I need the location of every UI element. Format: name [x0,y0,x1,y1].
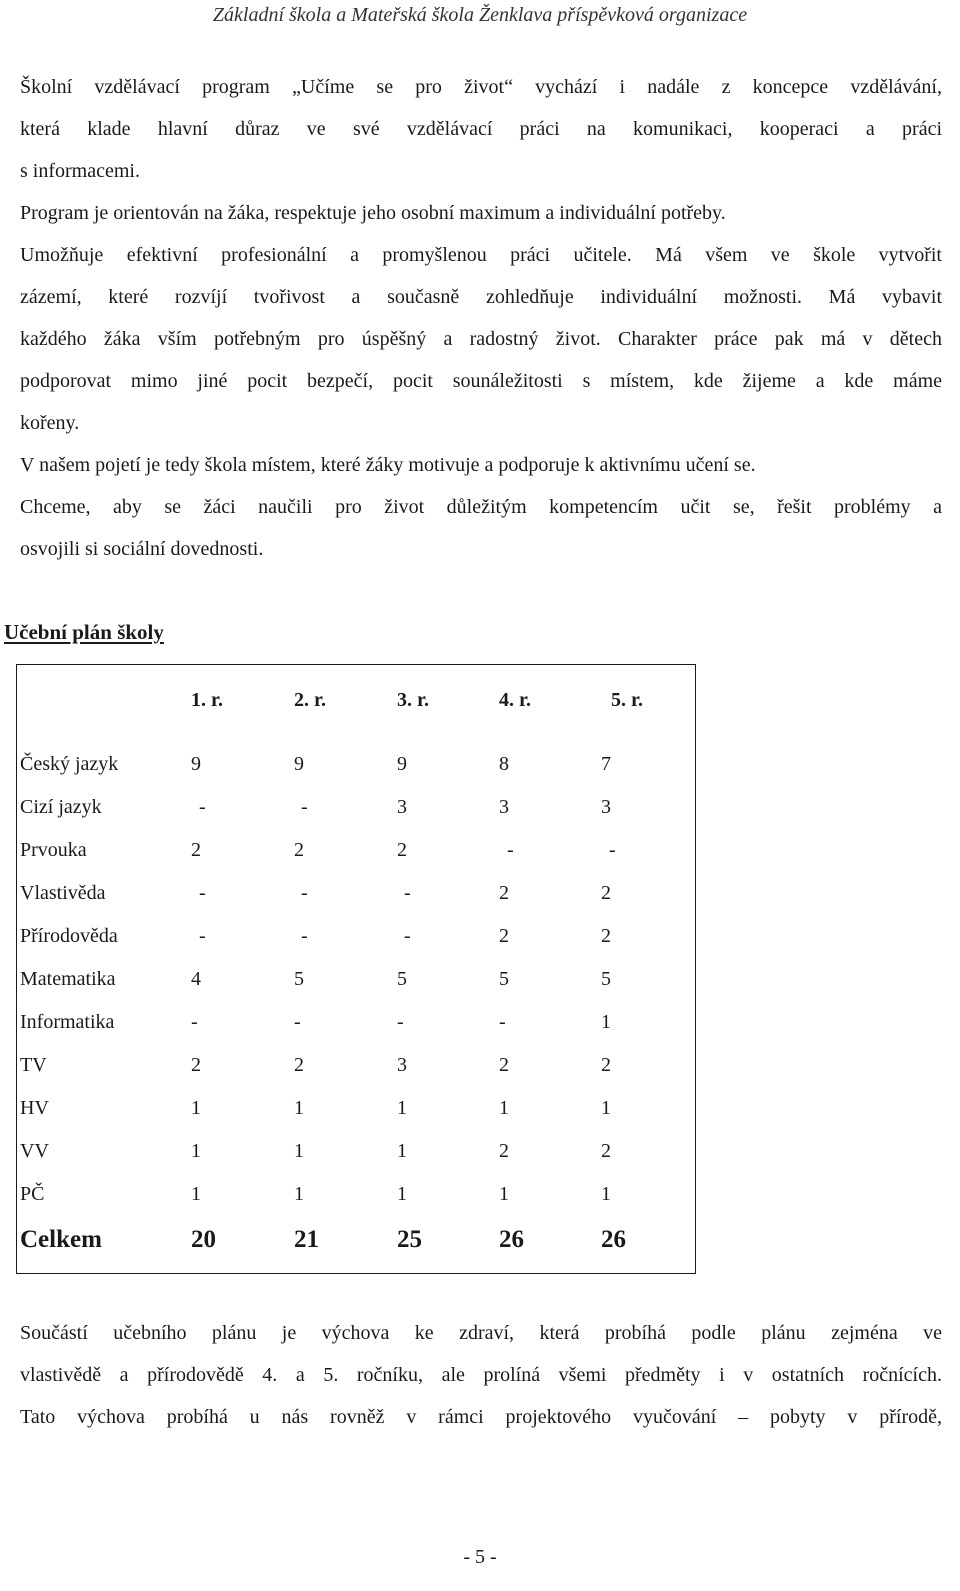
value-cell: 2 [191,1054,201,1076]
value-cell: 2 [601,882,611,904]
value-cell: 3 [397,1054,407,1076]
value-cell: 1 [397,1183,407,1205]
value-cell: 2 [499,1140,509,1162]
value-cell: 1 [601,1183,611,1205]
value-cell: 1 [601,1097,611,1119]
subject-cell: VV [20,1140,49,1162]
outro-line: Součástí učebního plánu je výchova ke zdraví, která probíhá podle plánu zejména ve [20,1322,942,1344]
intro-line: Umožňuje efektivní profesionální a promyšlenou práci učitele. Má všem ve škole vytvořit [20,244,942,266]
section-title: Učební plán školy [4,620,164,644]
intro-line: podporovat mimo jiné pocit bezpečí, pocit sounáležitosti s místem, kde žijeme a kde máme [20,370,942,392]
subject-cell: HV [20,1097,49,1119]
subject-cell: Prvouka [20,839,87,861]
total-value: 26 [499,1226,524,1253]
value-cell: 1 [397,1140,407,1162]
value-cell: 1 [294,1183,304,1205]
value-cell: 2 [294,1054,304,1076]
intro-line: osvojili si sociální dovednosti. [20,538,264,560]
value-cell: 2 [191,839,201,861]
subject-cell: Matematika [20,968,116,990]
total-value: 20 [191,1226,216,1253]
value-cell: - [507,839,514,861]
value-cell: - [404,882,411,904]
subject-cell: Vlastivěda [20,882,106,904]
value-cell: 3 [499,796,509,818]
value-cell: 1 [601,1011,611,1033]
subject-cell: Informatika [20,1011,115,1033]
intro-line: kořeny. [20,412,80,434]
value-cell: 5 [601,968,611,990]
value-cell: 2 [499,925,509,947]
subject-cell: Cizí jazyk [20,796,102,818]
intro-line: s informacemi. [20,160,140,182]
value-cell: 4 [191,968,201,990]
value-cell: 9 [397,753,407,775]
total-value: 26 [601,1226,626,1253]
intro-line: V našem pojetí je tedy škola místem, které žáky motivuje a podporuje k aktivnímu učení se. [20,454,756,476]
value-cell: - [191,1011,198,1033]
value-cell: - [397,1011,404,1033]
intro-line: každého žáka vším potřebným pro úspěšný a radostný život. Charakter práce pak má v dětech [20,328,942,350]
value-cell: 2 [294,839,304,861]
value-cell: 1 [499,1183,509,1205]
column-header: 3. r. [397,689,430,711]
value-cell: - [199,925,206,947]
value-cell: 3 [601,796,611,818]
subject-cell: Přírodověda [20,925,118,947]
value-cell: - [294,1011,301,1033]
value-cell: 3 [397,796,407,818]
column-header: 1. r. [191,689,224,711]
value-cell: - [404,925,411,947]
subject-cell: TV [20,1054,47,1076]
value-cell: 1 [191,1140,201,1162]
total-value: 21 [294,1226,319,1253]
intro-line: Školní vzdělávací program „Učíme se pro život“ vychází i nadále z koncepce vzdělávání, [20,76,942,98]
intro-line: zázemí, které rozvíjí tvořivost a současně zohledňuje individuální možnosti. Má vybavit [20,286,942,308]
total-value: 25 [397,1226,422,1253]
page-number: - 5 - [463,1546,497,1568]
intro-line: Chceme, aby se žáci naučili pro život důležitým kompetencím učit se, řešit problémy a [20,496,942,518]
intro-line: Program je orientován na žáka, respektuje jeho osobní maximum a individuální potřeby. [20,202,726,224]
value-cell: - [301,925,308,947]
value-cell: 8 [499,753,509,775]
value-cell: 2 [601,925,611,947]
page-header: Základní škola a Mateřská škola Ženklava příspěvková organizace [212,4,748,26]
value-cell: 1 [294,1140,304,1162]
intro-text [20,66,942,570]
value-cell: - [499,1011,506,1033]
column-header: 5. r. [611,689,644,711]
value-cell: 2 [397,839,407,861]
value-cell: - [199,882,206,904]
value-cell: 9 [294,753,304,775]
value-cell: 1 [397,1097,407,1119]
value-cell: - [301,882,308,904]
value-cell: 5 [294,968,304,990]
value-cell: 2 [601,1140,611,1162]
value-cell: 1 [191,1097,201,1119]
value-cell: 1 [499,1097,509,1119]
value-cell: 1 [191,1183,201,1205]
value-cell: - [199,796,206,818]
value-cell: 2 [499,882,509,904]
curriculum-table [16,664,696,1274]
outro-line: vlastivědě a přírodovědě 4. a 5. ročníku, ale prolíná všemi předměty i v ostatních ročnících. [20,1364,942,1386]
value-cell: 5 [397,968,407,990]
value-cell: 5 [499,968,509,990]
value-cell: 9 [191,753,201,775]
value-cell: - [301,796,308,818]
subject-cell: Český jazyk [20,753,119,775]
total-label: Celkem [20,1226,102,1253]
value-cell: 2 [601,1054,611,1076]
intro-line: která klade hlavní důraz ve své vzdělávací práci na komunikaci, kooperaci a práci [20,118,942,140]
value-cell: 7 [601,753,611,775]
outro-text [20,1312,942,1438]
outro-line: Tato výchova probíhá u nás rovněž v rámci projektového vyučování – pobyty v přírodě, [20,1406,942,1428]
value-cell: 1 [294,1097,304,1119]
value-cell: - [609,839,616,861]
column-header: 2. r. [294,689,327,711]
value-cell: 2 [499,1054,509,1076]
subject-cell: PČ [20,1183,45,1205]
column-header: 4. r. [499,689,532,711]
